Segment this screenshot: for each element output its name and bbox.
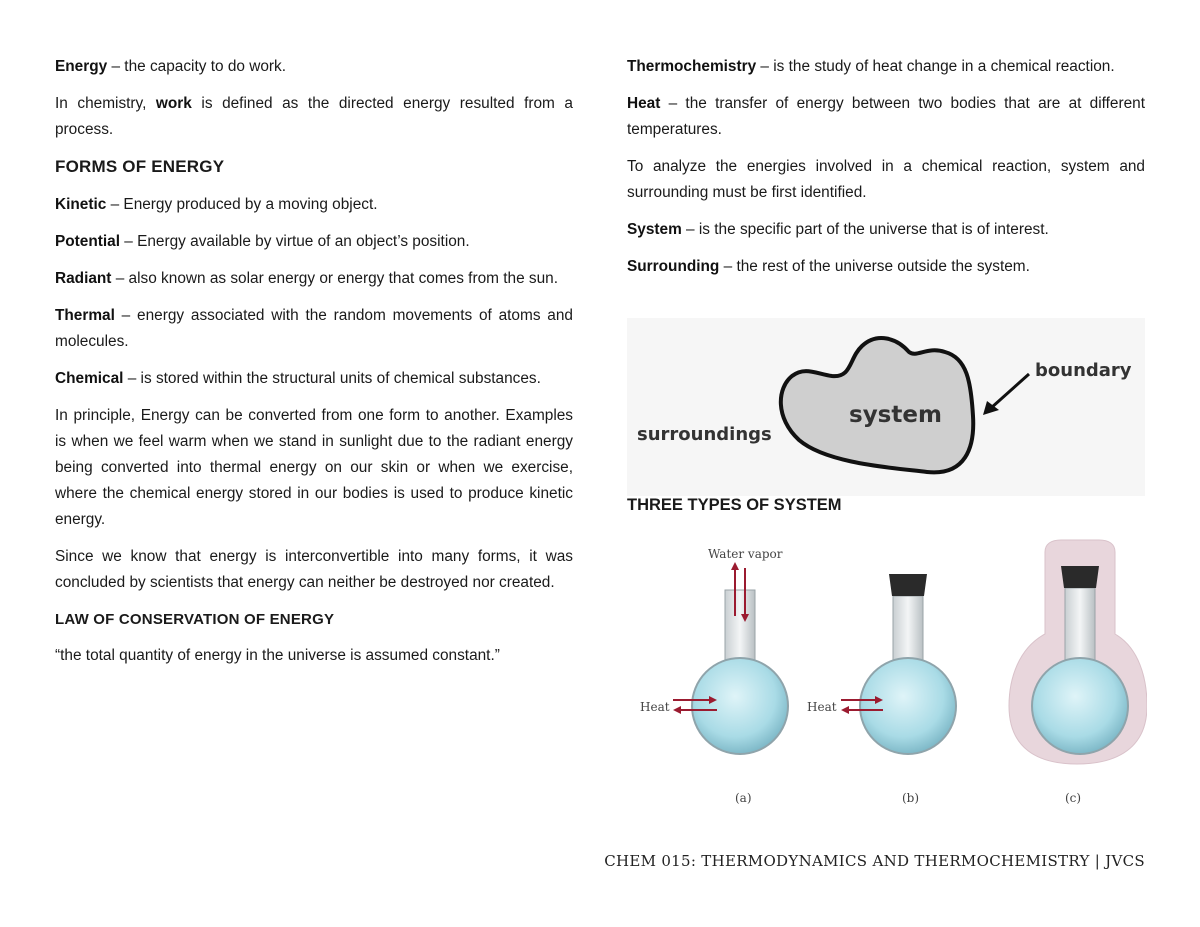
law-heading: LAW OF CONSERVATION OF ENERGY (55, 611, 335, 628)
interconvert-paragraph: Since we know that energy is interconvertible into many forms, it was concluded by scientists that energy can neither be destroyed nor created. (55, 548, 573, 591)
work-definition (55, 91, 573, 143)
heat-definition (627, 91, 1145, 143)
form-potential (55, 229, 573, 255)
label-c: (c) (1065, 791, 1082, 805)
form-term: Potential (55, 233, 120, 250)
form-def: – Energy available by virtue of an object’s position. (120, 233, 470, 250)
open-system-flask (640, 547, 788, 805)
form-thermal (55, 303, 573, 355)
analyze-paragraph: To analyze the energies involved in a chemical reaction, system and surrounding must be first identified. (627, 158, 1145, 201)
system-diagram-svg (627, 318, 1145, 496)
form-def: – energy associated with the random movements of atoms and molecules. (55, 307, 573, 350)
form-def: – also known as solar energy or energy that comes from the sun. (111, 270, 558, 287)
surrounding-definition (627, 254, 1145, 280)
form-chemical (55, 366, 573, 392)
left-column (55, 54, 573, 680)
heat-out-arrowhead-b-icon (841, 706, 849, 714)
surroundings-label: surroundings (637, 424, 772, 445)
system-term: System (627, 221, 682, 238)
energy-definition (55, 54, 573, 80)
three-systems-figure (627, 538, 1147, 818)
flasks-svg (627, 538, 1147, 818)
forms-heading: FORMS OF ENERGY (55, 157, 225, 176)
thermo-term: Thermochemistry (627, 58, 757, 75)
heat-def: – the transfer of energy between two bodies that are at different temperatures. (627, 95, 1145, 138)
heat-label-b: Heat (807, 700, 837, 714)
system-definition (627, 217, 1145, 243)
label-b: (b) (902, 791, 920, 805)
vapor-up-arrowhead-icon (731, 562, 739, 570)
surrounding-term: Surrounding (627, 258, 720, 275)
heat-term: Heat (627, 95, 661, 112)
three-types-heading: THREE TYPES OF SYSTEM (627, 496, 842, 514)
form-term: Radiant (55, 270, 112, 287)
thermo-def: – is the study of heat change in a chemical reaction. (756, 58, 1115, 75)
heat-out-arrowhead-a-icon (673, 706, 681, 714)
work-term: work (155, 95, 192, 112)
form-term: Kinetic (55, 196, 107, 213)
label-a: (a) (735, 791, 752, 805)
right-column (627, 54, 1145, 291)
work-pre: In chemistry, (55, 95, 156, 112)
water-vapor-label: Water vapor (708, 547, 783, 561)
form-term: Chemical (55, 370, 124, 387)
heat-label-a: Heat (640, 700, 670, 714)
boundary-label: boundary (1035, 360, 1132, 381)
closed-system-flask (807, 574, 956, 805)
thermochemistry-definition (627, 54, 1145, 80)
principle-paragraph: In principle, Energy can be converted from one form to another. Examples is when we feel warm when we stand in sunlight due to the radiant energy being converted into thermal energy on our skin or when we exercise, where the chemical energy stored in our bodies is used to produce kinetic energy. (55, 407, 573, 528)
work-post: is defined as the directed energy resulted from a process. (55, 95, 573, 138)
form-term: Thermal (55, 307, 115, 324)
cork-b-icon (889, 574, 927, 596)
form-def: – Energy produced by a moving object. (106, 196, 378, 213)
boundary-arrow-icon (991, 374, 1029, 408)
law-quote: “the total quantity of energy in the universe is assumed constant.” (55, 647, 500, 664)
system-def: – is the specific part of the universe that is of interest. (681, 221, 1049, 238)
energy-term: Energy (55, 58, 108, 75)
system-label: system (849, 402, 942, 428)
form-def: – is stored within the structural units of chemical substances. (123, 370, 541, 387)
form-radiant (55, 266, 573, 292)
isolated-system-flask (1009, 540, 1147, 805)
cork-c-icon (1061, 566, 1099, 588)
energy-def: – the capacity to do work. (107, 58, 286, 75)
form-kinetic (55, 192, 573, 218)
surrounding-def: – the rest of the universe outside the system. (719, 258, 1030, 275)
page-footer: CHEM 015: THERMODYNAMICS AND THERMOCHEMISTRY | JVCS (604, 852, 1145, 870)
system-diagram (627, 318, 1145, 496)
